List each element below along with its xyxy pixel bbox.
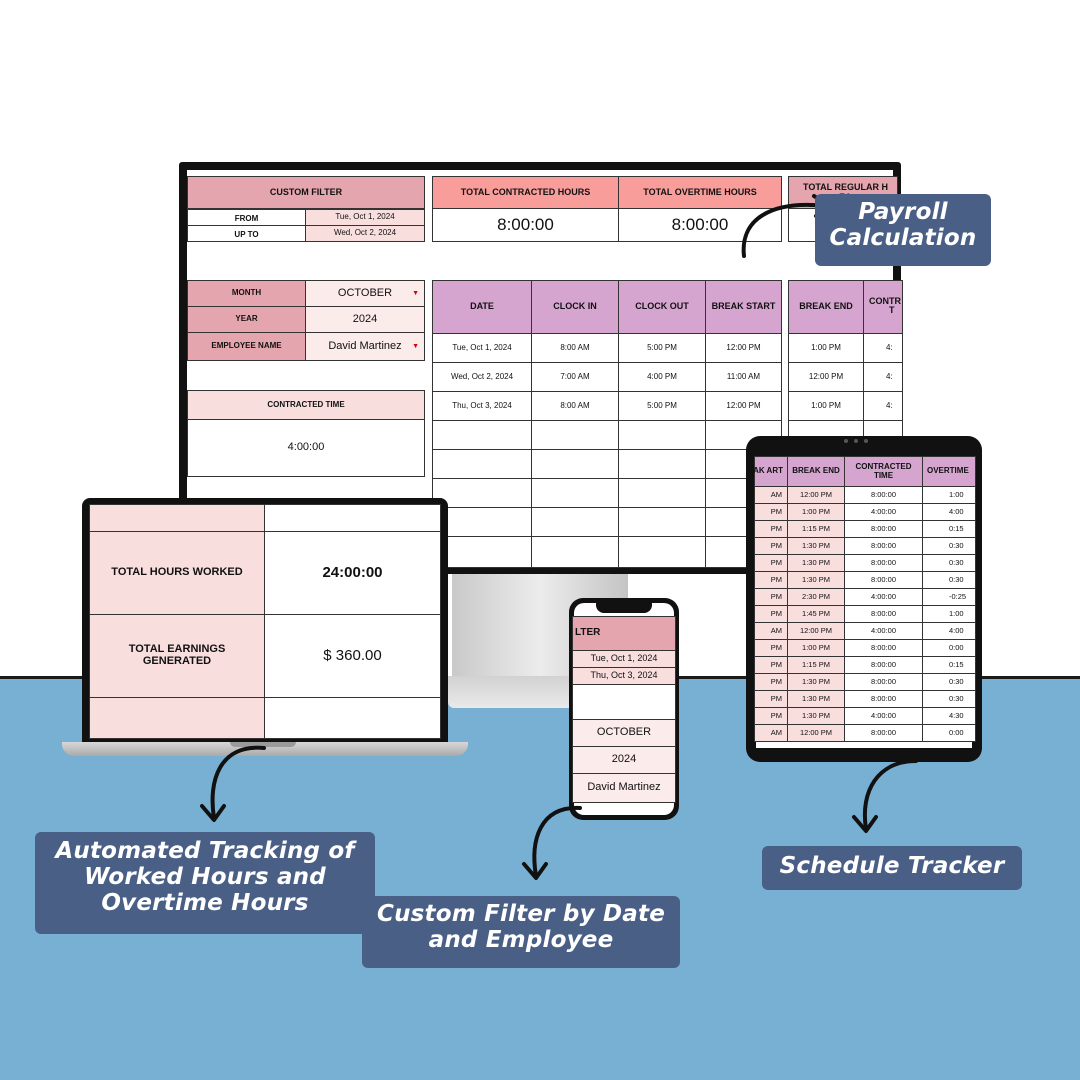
tablet-cell-break-end[interactable]: 1:30 PM	[787, 571, 845, 589]
automated-tracking-callout	[35, 832, 375, 934]
table-empty-cell[interactable]	[531, 478, 619, 508]
table-empty-cell[interactable]	[531, 420, 619, 450]
laptop-screen	[91, 506, 439, 736]
tablet-cell-overtime[interactable]: 0:15	[922, 656, 976, 674]
employee-name-label: EMPLOYEE NAME	[187, 332, 306, 361]
laptop-bottom-left-cell	[89, 697, 265, 739]
tablet-cell-contracted[interactable]: 8:00:00	[844, 690, 923, 708]
col-header-contracted	[863, 280, 903, 334]
filter-callout-line1: Custom Filter by Date	[376, 901, 665, 927]
phone-notch	[596, 603, 652, 613]
total-regular-label-line1: TOTAL REGULAR H	[803, 182, 888, 193]
contracted-time-value: 4:00:00	[187, 419, 425, 477]
table-cell-clock-in[interactable]: 8:00 AM	[531, 391, 619, 421]
tablet-cell-overtime[interactable]: 0:00	[922, 724, 976, 742]
tablet-cell-overtime[interactable]: 1:00	[922, 605, 976, 623]
table-empty-cell[interactable]	[618, 478, 706, 508]
phone	[569, 598, 679, 820]
tablet-cell-break-end[interactable]: 1:30 PM	[787, 690, 845, 708]
table-cell-clock-in[interactable]: 8:00 AM	[531, 333, 619, 363]
filter-callout-line2: and Employee	[428, 926, 614, 953]
tablet-cell-break-start[interactable]: PM	[754, 673, 788, 691]
tablet-cell-break-start[interactable]: PM	[754, 690, 788, 708]
tablet-cell-break-end[interactable]: 1:30 PM	[787, 554, 845, 572]
table-cell-contracted[interactable]: 4:	[863, 333, 903, 363]
tablet-cell-contracted[interactable]: 8:00:00	[844, 656, 923, 674]
employee-dropdown-caret-icon[interactable]: ▼	[412, 342, 419, 350]
tablet-cell-overtime[interactable]: 0:30	[922, 537, 976, 555]
phone-from-date[interactable]: Tue, Oct 1, 2024	[572, 650, 676, 668]
col-header-date: DATE	[432, 280, 532, 334]
total-overtime-hours-label: TOTAL OVERTIME HOURS	[618, 176, 782, 209]
custom-filter-callout	[362, 896, 680, 968]
filter-arrow-icon	[510, 800, 600, 890]
tablet-cell-contracted[interactable]: 4:00:00	[844, 503, 923, 521]
tablet-cell-break-end[interactable]: 12:00 PM	[787, 486, 845, 504]
table-cell-clock-out[interactable]: 5:00 PM	[618, 333, 706, 363]
tablet-cell-contracted[interactable]: 8:00:00	[844, 571, 923, 589]
total-hours-worked-value: 24:00:00	[264, 531, 441, 615]
month-dropdown-caret-icon[interactable]: ▼	[412, 289, 419, 297]
total-earnings-label	[89, 614, 265, 698]
tablet-cell-contracted[interactable]: 8:00:00	[844, 673, 923, 691]
tablet-cell-contracted[interactable]: 4:00:00	[844, 588, 923, 606]
tablet-cell-overtime[interactable]: 4:00	[922, 622, 976, 640]
employee-name-dropdown[interactable]	[305, 332, 425, 361]
phone-year-value[interactable]: 2024	[572, 746, 676, 774]
table-cell-contracted[interactable]: 4:	[863, 362, 903, 392]
tablet-cell-overtime[interactable]: 0:00	[922, 639, 976, 657]
phone-custom-filter-header: LTER	[572, 616, 676, 651]
tablet-cell-contracted[interactable]: 4:00:00	[844, 622, 923, 640]
tablet-col-header-break-start-line1: EAK ART	[747, 466, 783, 476]
tablet-cell-break-end[interactable]: 1:30 PM	[787, 707, 845, 725]
payroll-calculation-callout	[815, 194, 991, 266]
col-header-break-end: BREAK END	[788, 280, 864, 334]
from-label: FROM	[187, 209, 306, 226]
tablet-cell-overtime[interactable]: 4:00	[922, 503, 976, 521]
tablet-col-header-overtime: OVERTIME	[922, 456, 976, 487]
table-cell-break-end[interactable]: 12:00 PM	[788, 362, 864, 392]
table-cell-break-end[interactable]: 1:00 PM	[788, 333, 864, 363]
table-cell-break-start[interactable]: 12:00 PM	[705, 333, 782, 363]
total-contracted-hours-value: 8:00:00	[432, 208, 619, 242]
laptop	[82, 498, 448, 744]
tablet-cell-break-end[interactable]: 1:30 PM	[787, 537, 845, 555]
tablet-cell-contracted[interactable]: 8:00:00	[844, 520, 923, 538]
payroll-callout-line2: Calculation	[829, 224, 977, 251]
tablet-cell-break-start[interactable]: PM	[754, 656, 788, 674]
tablet-cell-contracted[interactable]: 8:00:00	[844, 486, 923, 504]
col-header-contracted-line1: CONTR	[869, 296, 901, 306]
tablet-cell-break-start[interactable]: PM	[754, 639, 788, 657]
table-empty-cell[interactable]	[618, 536, 706, 568]
tablet-col-header-contracted: CONTRACTED TIME	[844, 456, 923, 487]
tablet-cell-break-start[interactable]: PM	[754, 605, 788, 623]
col-header-clock-in: CLOCK IN	[531, 280, 619, 334]
tablet-cell-break-end[interactable]: 12:00 PM	[787, 724, 845, 742]
table-empty-cell[interactable]	[432, 420, 532, 450]
upto-date-value[interactable]: Wed, Oct 2, 2024	[305, 225, 425, 242]
table-cell-date[interactable]: Wed, Oct 2, 2024	[432, 362, 532, 392]
laptop-top-right-cell	[264, 504, 441, 532]
tablet-cell-break-start[interactable]: PM	[754, 520, 788, 538]
schedule-tracker-callout: Schedule Tracker	[762, 846, 1022, 890]
automated-callout-line2: Worked Hours and	[84, 863, 326, 890]
tablet-cell-break-start[interactable]: PM	[754, 571, 788, 589]
year-label: YEAR	[187, 306, 306, 333]
tablet-cell-break-end[interactable]: 2:30 PM	[787, 588, 845, 606]
table-empty-cell[interactable]	[432, 449, 532, 479]
tablet-cell-contracted[interactable]: 8:00:00	[844, 554, 923, 572]
table-empty-cell[interactable]	[531, 507, 619, 537]
tablet	[746, 436, 982, 762]
total-contracted-hours-label: TOTAL CONTRACTED HOURS	[432, 176, 619, 209]
automated-arrow-icon	[190, 740, 280, 830]
employee-name-value: David Martinez	[328, 339, 402, 352]
tablet-cell-break-start[interactable]: AM	[754, 724, 788, 742]
tablet-cell-break-start[interactable]: PM	[754, 588, 788, 606]
tablet-cell-overtime[interactable]: -0:25	[922, 588, 976, 606]
total-hours-worked-label: TOTAL HOURS WORKED	[89, 531, 265, 615]
tablet-cell-overtime[interactable]: 0:30	[922, 571, 976, 589]
tablet-cell-break-start[interactable]: PM	[754, 707, 788, 725]
tablet-cell-break-start[interactable]: PM	[754, 537, 788, 555]
tablet-cell-break-end[interactable]: 1:45 PM	[787, 605, 845, 623]
upto-label: UP TO	[187, 225, 306, 242]
tablet-cell-contracted[interactable]: 8:00:00	[844, 537, 923, 555]
table-empty-cell[interactable]	[618, 420, 706, 450]
total-earnings-value: $ 360.00	[264, 614, 441, 698]
tablet-cell-break-start[interactable]: PM	[754, 554, 788, 572]
table-empty-cell[interactable]	[618, 449, 706, 479]
tablet-camera	[844, 439, 870, 444]
table-cell-date[interactable]: Thu, Oct 3, 2024	[432, 391, 532, 421]
tablet-cell-overtime[interactable]: 0:15	[922, 520, 976, 538]
tablet-cell-break-end[interactable]: 1:15 PM	[787, 656, 845, 674]
table-cell-break-end[interactable]: 1:00 PM	[788, 391, 864, 421]
col-header-break-start: BREAK START	[705, 280, 782, 334]
tablet-cell-overtime[interactable]: 4:30	[922, 707, 976, 725]
phone-month-dropdown[interactable]: OCTOBER	[572, 719, 676, 747]
contracted-time-label: CONTRACTED TIME	[187, 390, 425, 420]
tablet-cell-contracted[interactable]: 4:00:00	[844, 707, 923, 725]
tablet-col-header-break-start	[747, 456, 788, 487]
custom-filter-header: CUSTOM FILTER	[187, 176, 425, 209]
tablet-cell-overtime[interactable]: 0:30	[922, 554, 976, 572]
table-cell-clock-out[interactable]: 4:00 PM	[618, 362, 706, 392]
month-dropdown[interactable]	[305, 280, 425, 307]
tablet-cell-contracted[interactable]: 8:00:00	[844, 639, 923, 657]
tablet-screen	[747, 456, 972, 748]
table-cell-break-start[interactable]: 12:00 PM	[705, 391, 782, 421]
table-cell-clock-in[interactable]: 7:00 AM	[531, 362, 619, 392]
automated-callout-line1: Automated Tracking of	[55, 838, 355, 864]
col-header-contracted-line2: T	[889, 305, 895, 316]
phone-screen	[574, 603, 674, 815]
tablet-cell-break-end[interactable]: 12:00 PM	[787, 622, 845, 640]
tablet-cell-break-end[interactable]: 1:00 PM	[787, 503, 845, 521]
tablet-cell-break-end[interactable]: 1:30 PM	[787, 673, 845, 691]
tablet-cell-break-start[interactable]: PM	[754, 503, 788, 521]
tablet-cell-break-start[interactable]: AM	[754, 622, 788, 640]
table-empty-cell[interactable]	[531, 536, 619, 568]
automated-callout-line3: Overtime Hours	[101, 889, 309, 916]
laptop-bottom-right-cell	[264, 697, 441, 739]
table-empty-cell[interactable]	[618, 507, 706, 537]
month-label: MONTH	[187, 280, 306, 307]
total-earnings-label-line1: TOTAL EARNINGS	[128, 643, 226, 656]
year-value[interactable]: 2024	[305, 306, 425, 333]
total-earnings-label-line2: GENERATED	[142, 655, 212, 667]
payroll-callout-line1: Payroll	[858, 199, 948, 225]
table-cell-clock-out[interactable]: 5:00 PM	[618, 391, 706, 421]
tablet-cell-break-end[interactable]: 1:15 PM	[787, 520, 845, 538]
phone-upto-date[interactable]: Thu, Oct 3, 2024	[572, 667, 676, 685]
tablet-cell-overtime[interactable]: 0:30	[922, 690, 976, 708]
tablet-cell-contracted[interactable]: 8:00:00	[844, 724, 923, 742]
total-overtime-hours-value: 8:00:00	[618, 208, 782, 242]
table-cell-date[interactable]: Tue, Oct 1, 2024	[432, 333, 532, 363]
phone-employee-dropdown[interactable]: David Martinez	[572, 773, 676, 803]
laptop-top-left-cell	[89, 504, 265, 532]
phone-spacer-row	[572, 684, 676, 720]
tablet-cell-break-start[interactable]: AM	[754, 486, 788, 504]
tablet-col-header-break-end: BREAK END	[787, 456, 845, 487]
col-header-clock-out: CLOCK OUT	[618, 280, 706, 334]
table-cell-contracted[interactable]: 4:	[863, 391, 903, 421]
schedule-arrow-icon	[840, 755, 930, 845]
tablet-cell-break-end[interactable]: 1:00 PM	[787, 639, 845, 657]
tablet-cell-overtime[interactable]: 0:30	[922, 673, 976, 691]
tablet-cell-overtime[interactable]: 1:00	[922, 486, 976, 504]
from-date-value[interactable]: Tue, Oct 1, 2024	[305, 209, 425, 226]
table-empty-cell[interactable]	[531, 449, 619, 479]
table-cell-break-start[interactable]: 11:00 AM	[705, 362, 782, 392]
tablet-cell-contracted[interactable]: 8:00:00	[844, 605, 923, 623]
month-dropdown-value: OCTOBER	[337, 286, 393, 299]
